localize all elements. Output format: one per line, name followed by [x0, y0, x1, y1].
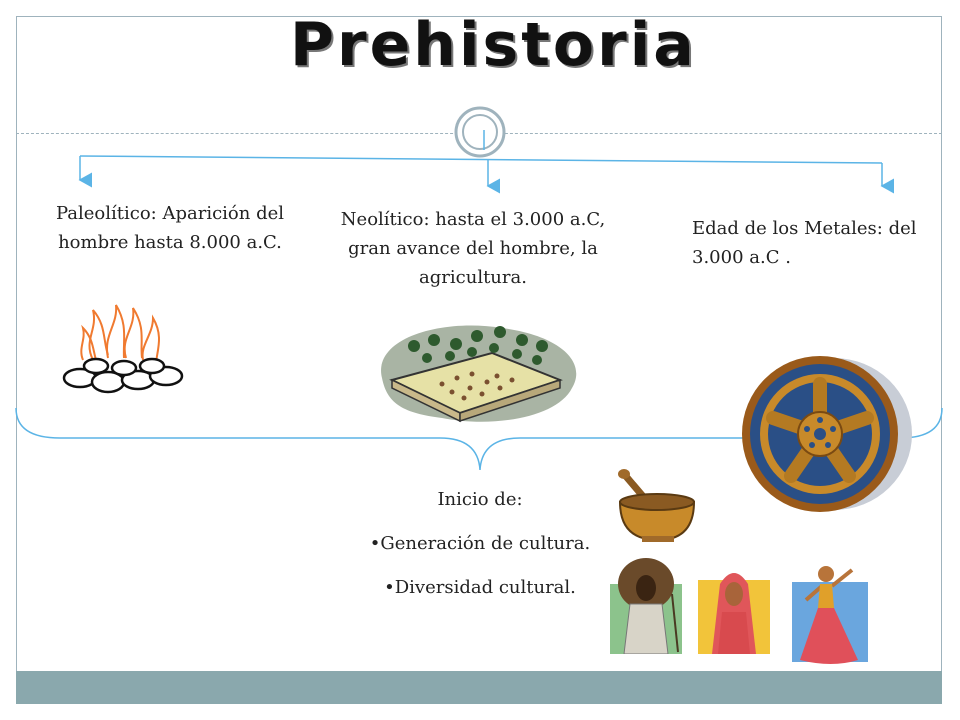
woman-portrait-icon: [698, 562, 770, 654]
campfire-icon: [58, 300, 188, 400]
slide-title: Prehistoria: [290, 10, 697, 80]
dancer-icon: [792, 556, 874, 668]
inicio-item: •Diversidad cultural.: [384, 577, 576, 598]
tribal-figure-icon: [610, 554, 682, 654]
paleolitico-text: Paleolítico: Aparición del hombre hasta 8.000 a.C.: [55, 203, 285, 253]
farm-field-icon: [372, 318, 582, 430]
wheel-icon: [724, 350, 918, 518]
connector-bar: [80, 156, 882, 163]
inicio-heading: Inicio de:: [437, 489, 523, 510]
metales-text: Edad de los Metales: del 3.000 a.C .: [692, 218, 917, 268]
inicio-item: •Generación de cultura.: [369, 533, 591, 554]
neolitico-text: Neolítico: hasta el 3.000 a.C, gran avance del hombre, la agricultura.: [340, 209, 606, 288]
mortar-pestle-icon: [614, 466, 700, 544]
inicio-block: [330, 478, 630, 610]
